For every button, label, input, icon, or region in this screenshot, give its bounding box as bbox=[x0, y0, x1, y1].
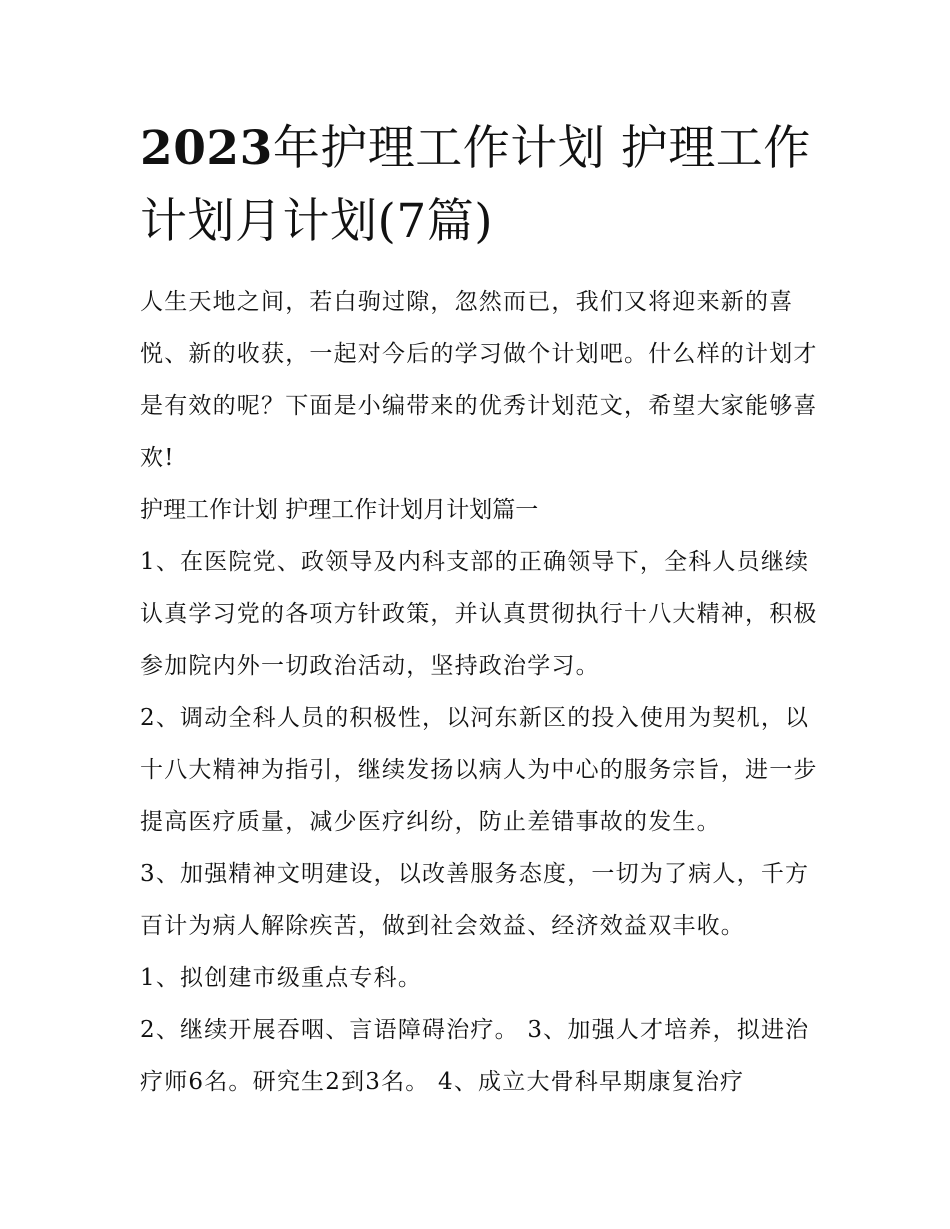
body-paragraph: 2、继续开展吞咽、言语障碍治疗。 3、加强人才培养，拟进治疗师6名。研究生2到3名。 4、成立大骨科早期康复治疗 bbox=[140, 1017, 810, 1095]
body-paragraph: 1、拟创建市级重点专科。 bbox=[140, 965, 423, 991]
document-title bbox=[140, 112, 820, 258]
title-text: 年护理工作计划 护理工作计划月计划(7篇) bbox=[140, 121, 811, 249]
body-paragraph: 1、在医院党、政领导及内科支部的正确领导下，全科人员继续认真学习党的各项方针政策，并认真贯彻执行十八大精神，积极参加院内外一切政治活动，坚持政治学习。 bbox=[140, 549, 818, 679]
intro-paragraph: 人生天地之间，若白驹过隙，忽然而已，我们又将迎来新的喜悦、新的收获，一起对今后的学习做个计划吧。什么样的计划才是有效的呢？下面是小编带来的优秀计划范文，希望大家能够喜欢! bbox=[140, 289, 818, 471]
body-paragraph: 3、加强精神文明建设，以改善服务态度，一切为了病人，千方百计为病人解除疾苦，做到社会效益、经济效益双丰收。 bbox=[140, 861, 810, 939]
title-year: 2023 bbox=[140, 121, 273, 176]
body-paragraph: 2、调动全科人员的积极性，以河东新区的投入使用为契机，以十八大精神为指引，继续发扬以病人为中心的服务宗旨，进一步提高医疗质量，减少医疗纠纷，防止差错事故的发生。 bbox=[140, 705, 818, 835]
document-body bbox=[140, 276, 820, 1108]
section-heading: 护理工作计划 护理工作计划月计划篇一 bbox=[140, 497, 539, 523]
